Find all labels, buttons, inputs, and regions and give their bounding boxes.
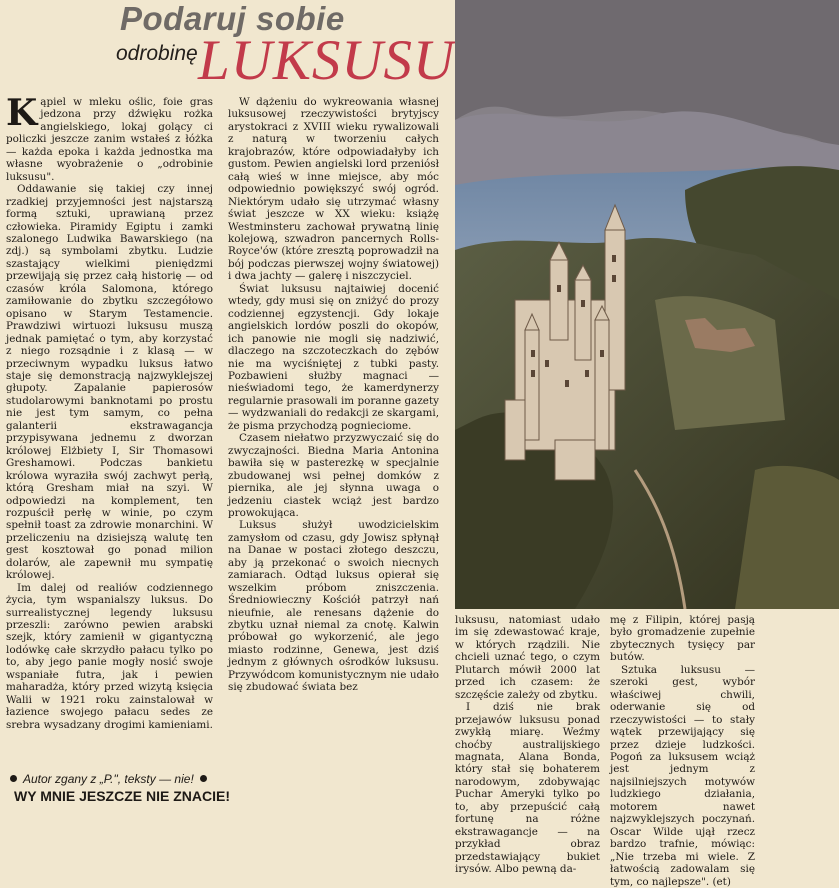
col3-paragraph-1: luksusu, natomiast udało im się zdewastować kraje, w których rządzili. Nie chcieli uznać tego, o czym Plutarch mówił 2000 lat przed ich czasem: że szczęście zależy od zbytku. bbox=[455, 614, 600, 701]
author-note bbox=[10, 772, 207, 786]
author-note-text: Autor zgany z „P.", teksty — nie! bbox=[23, 772, 194, 786]
bullet-dot-icon bbox=[10, 775, 17, 782]
bullet-dot-icon bbox=[200, 775, 207, 782]
col2-paragraph-1: W dążeniu do wykreowania własnej luksusowej rzeczywistości brytyjscy arystokraci z XVIII wieku rywalizowali z naturą w tworzeniu całych krajobrazów, które odpowiadałyby ich gustom. Pewien angielski lord przeniósł całą wieś w inne miejsce, aby móc odpowiednio powiększyć swój ogród. Niektórym udało się utrzymać własny świat jeszcze w XX wieku: książę Westminsteru zachował prywatną linię kolejową, szwadron pancernych Rolls-Royce'ów (które zresztą poprowadził na bój podczas pierwszej wojny światowej) i dwa jachty — galerę i niszczyciel. bbox=[228, 96, 439, 283]
headline-luksusu: LUKSUSU bbox=[198, 29, 456, 92]
col4-paragraph-2: Sztuka luksusu — szeroki gest, wybór właściwej chwili, oderwanie się od rzeczywistości — to stały wątek przewijający się przez dzieje ludzkości. Pogoń za luksusem wciąż jest jednym z najsilniejszych motywów ludzkiego działania, motorem nawet najzwyklejszych poczynań. Oscar Wilde ujął rzecz bardzo trafnie, mówiąc: „Nie trzeba mi wiele. Z łatwością zadowalam się tym, co najlepsze". (et) bbox=[610, 663, 755, 888]
column-3 bbox=[455, 614, 600, 876]
headline-line-1: Podaruj sobie bbox=[120, 0, 345, 37]
col2-paragraph-2: Świat luksusu najtaiwiej docenić wtedy, gdy musi się on zniżyć do prozy codziennej egzystencji. Gdy lokaje angielskich lordów poszli do okopów, ich panowie nie mogli się nadziwić, dlaczego na szczoteczkach do zębów nie ma wyciśniętej z tubki pasty. Pozbawieni służby magnaci — nieświadomi tego, że kamerdynerzy regularnie prasowali im poranne gazety — wydzwaniali do redakcji ze skargami, że pisma przychodzą pognieciome. bbox=[228, 282, 440, 432]
castle-photo bbox=[455, 0, 839, 609]
slogan: WY MNIE JESZCZE NIE ZNACIE! bbox=[14, 788, 230, 804]
col1-paragraph-3: Im dalej od realiów codziennego życia, tym wspanialszy luksus. Do surrealistycznej legendy luksusu przeszli: zarówno pewien arabski szejk, który zamienił w gigantyczną lodówkę całe skrzydło pałacu tylko po to, aby jego panie mogły nosić swoje wspaniałe futra, jak i pewien maharadża, który przed wizytą księcia Walii w 1921 roku zainstalował w łazience swojego pałacu sedes ze srebra wysadzany drogimi kamieniami. bbox=[6, 581, 213, 731]
column-2 bbox=[228, 96, 439, 694]
col3-paragraph-2: I dziś nie brak przejawów luksusu ponad zwykłą miarę. Weźmy choćby australijskiego magnata, Alana Bonda, który stał się bohaterem narodowym, zdobywając Puchar Ameryki tylko po to, aby przepuścić całą fortunę na różne ekstrawagancje — na przykład obraz przedstawiający bukiet irysów. Albo pewną da- bbox=[455, 701, 600, 876]
col4-paragraph-1: mę z Filipin, której pasją było gromadzenie zupełnie zbytecznych tysięcy par butów. bbox=[610, 614, 755, 664]
headline-line-2: odrobinę bbox=[116, 42, 198, 65]
castle-illustration bbox=[455, 0, 839, 609]
col1-paragraph-1 bbox=[6, 92, 213, 183]
column-1 bbox=[6, 92, 213, 731]
col1-paragraph-2: Oddawanie się takiej czy innej rzadkiej przyjemności jest najstarszą formą sztuki, uprawianą przez człowieka. Piramidy Egiptu i zamki szalonego Ludwika Bawarskiego (na zdj.) są symbolami zbytku. Ludzie szastający wielkimi pieniędzmi przewijają się przez całą historię — od czasów króla Salomona, którego zamiłowanie do zbytku szczegółowo opisano w Starym Testamencie. Prawdziwi wirtuozi luksusu muszą jednak pamiętać o tym, aby korzystać z niego rozsądnie i z klasą — w przeciwnym wypadku luksus łatwo staje się demonstracją najzwyklejszej głupoty. Zapalanie papierosów studolarowymi banknotami po prostu nie jest tym samym, co pełna galanterii ekstrawagancja przypisywana jednemu z dworzan królowej Elżbiety I, Sir Thomasowi Greshamowi. Podczas bankietu królowa wyraziła swój zachwyt perłą, którą Gresham miał na szyi. W odpowiedzi na komplement, ten rozpuścił perłę w winie, po czym spełnił toast za zdrowie monarchini. W przeliczeniu na dzisiejszą walutę ten gest kosztował go ponad milion dolarów, ale zapewnił mu sympatię królowej. bbox=[6, 183, 213, 582]
drop-cap: K bbox=[6, 92, 38, 134]
col1-p1-text: ąpiel w mleku oślic, foie gras jedzona przy dźwięku rożka angielskiego, lokaj golący ci policzki jeszcze zanim wstałeś z łóżka — każda epoka i każda jednostka ma własne wyobrażenie o „odrobinie luksusu". bbox=[6, 96, 213, 183]
col2-paragraph-4: Luksus służył uwodzicielskim zamysłom od czasu, gdy Jowisz spłynął na Danae w postaci złotego deszczu, aby ją przekonać o swoich niecnych zamiarach. Odtąd luksus opierał się wszelkim próbom zniszczenia. Średniowieczny Kościół patrzył nań nieufnie, ale renesans dążenie do zbytku uznał niemal za cnotę. Kalwin próbował go wykorzenić, ale jego miasto rodzinne, Genewa, jest dziś jednym z głównych ośrodków luksusu. Przywódcom komunistycznym nie udało się zbudować świata bez bbox=[228, 519, 439, 694]
column-4 bbox=[610, 614, 755, 888]
col2-paragraph-3: Czasem niełatwo przyzwyczaić się do zwyczajności. Biedna Maria Antonina bawiła się w pasterezkę w specjalnie zbudowanej wsi pełnej domków z piernika, ale jej słynna uwaga o jedzeniu ciastek wciąż jest bardzo prowokująca. bbox=[228, 432, 439, 519]
